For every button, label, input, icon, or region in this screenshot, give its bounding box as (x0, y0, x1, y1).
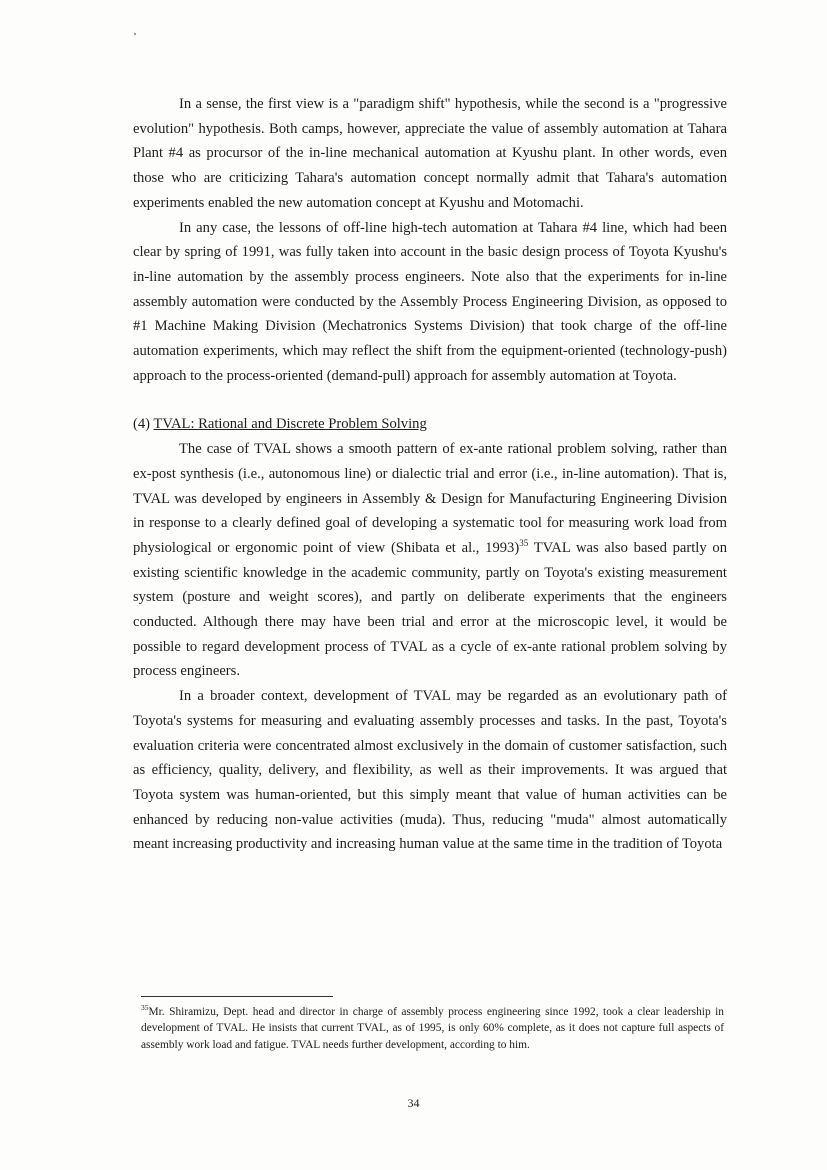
footnote (141, 1004, 724, 1053)
footnote-reference: 35 (519, 538, 529, 549)
section-heading (133, 412, 727, 437)
body-text (133, 92, 727, 857)
paragraph-text: The case of TVAL shows a smooth pattern of ex-ante rational problem solving, rather than ex-post synthesis (i.e., autonomous line) or dialectic trial and error (i.e., in-line automation). That is, TVAL was developed by engineers in Assembly & Design for Manufacturing Engineering Division in response to a clearly defined goal of developing a systematic tool for measuring work load from physiological or ergonomic point of view (Shibata et al., 1993) (133, 441, 727, 556)
footnote-divider (141, 996, 333, 997)
paragraph: In a sense, the first view is a "paradigm shift" hypothesis, while the second is a "progressive evolution" hypothesis. Both camps, however, appreciate the value of assembly automation at Tahara Plant #4 as procursor of the in-line mechanical automation at Kyushu plant. In other words, even those who are criticizing Tahara's automation concept normally admit that Tahara's automation experiments enabled the new automation concept at Kyushu and Motomachi. (133, 96, 727, 211)
footnote-text: Mr. Shiramizu, Dept. head and director in charge of assembly process engineering since 1992, took a clear leadership in development of TVAL. He insists that current TVAL, as of 1995, is only 60% complete, as it does not capture full aspects of assembly work load and fatigue. TVAL needs further development, according to him. (141, 1006, 724, 1051)
section-title: TVAL: Rational and Discrete Problem Solving (153, 416, 427, 433)
paragraph: In a broader context, development of TVAL may be regarded as an evolutionary path of Toyota's systems for measuring and evaluating assembly processes and tasks. In the past, Toyota's evaluation criteria were concentrated almost exclusively in the domain of customer satisfaction, such as efficiency, quality, delivery, and flexibility, as well as their improvements. It was argued that Toyota system was human-oriented, but this simply meant that value of human activities can be enhanced by reducing non-value activities (muda). Thus, reducing "muda" almost automatically meant increasing productivity and increasing human value at the same time in the tradition of Toyota (133, 688, 727, 853)
page-number: 34 (407, 1096, 420, 1110)
paragraph: In any case, the lessons of off-line high-tech automation at Tahara #4 line, which had been clear by spring of 1991, was fully taken into account in the basic design process of Toyota Kyushu's in-line automation by the assembly process engineers. Note also that the experiments for in-line assembly automation were conducted by the Assembly Process Engineering Division, as opposed to #1 Machine Making Division (Mechatronics Systems Division) that took charge of the off-line automation experiments, which may reflect the shift from the equipment-oriented (technology-push) approach to the process-oriented (demand-pull) approach for assembly automation at Toyota. (133, 219, 727, 384)
paragraph (133, 437, 727, 684)
section-gap (133, 388, 727, 412)
footnote-number: 35 (141, 1003, 149, 1013)
paragraph-text: TVAL was also based partly on existing scientific knowledge in the academic community, partly on Toyota's existing measurement system (posture and weight scores), and partly on deliberate experiments that the engineers conducted. Although there may have been trial and error at the microscopic level, it would be possible to regard development process of TVAL as a cycle of ex-ante rational problem solving by process engineers. (133, 539, 727, 680)
section-number: (4) (133, 416, 151, 433)
scan-speck (134, 33, 136, 35)
